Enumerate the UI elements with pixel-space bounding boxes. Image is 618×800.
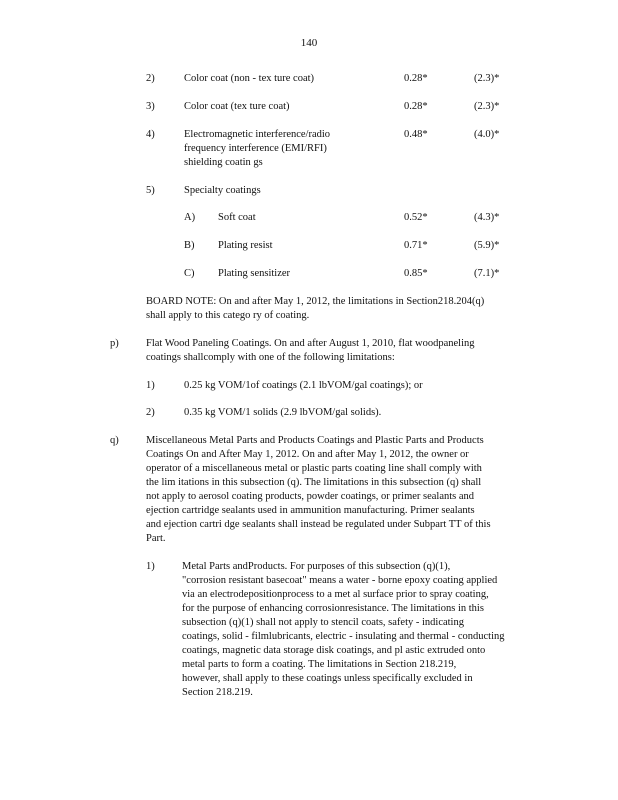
limit-number: 1) [146,380,155,391]
row-number: 5) [146,185,155,196]
board-note-line: BOARD NOTE: On and after May 1, 2012, the limitations in Section218.204(q) [146,296,485,307]
section-text-line: operator of a miscellaneous metal or plastic parts coating line shall comply with [146,463,482,474]
section-text-line: Coatings On and After May 1, 2012. On and after May 1, 2012, the owner or [146,449,469,460]
row-value-g-per-l: 0.48* [404,129,428,140]
row-description-line: Electromagnetic interference/radio [184,129,331,140]
subsection-text-line: however, shall apply to these coatings unless specifically excluded in [182,673,473,684]
specialty-value-g-per-l: 0.52* [404,212,428,223]
section-text-line: not apply to aerosol coating products, powder coatings, or primer sealants and [146,491,475,502]
row-value-g-per-l: 0.28* [404,101,428,112]
specialty-value-g-per-l: 0.85* [404,268,428,279]
subsection-text-line: Metal Parts andProducts. For purposes of this subsection (q)(1), [182,561,451,572]
row-number: 3) [146,101,155,112]
specialty-value-lb-per-gal: (7.1)* [474,268,500,279]
section-label: q) [110,435,119,446]
specialty-value-lb-per-gal: (4.3)* [474,212,500,223]
section-text-line: ejection cartridge sealants used in ammunition manufacturing. Primer sealants [146,505,475,516]
row-value-lb-per-gal: (4.0)* [474,129,500,140]
subsection-text-line: coatings, solid - filmlubricants, electric - insulating and thermal - conducting [182,631,505,642]
limit-text: 0.35 kg VOM/1 solids (2.9 lbVOM/gal solids). [184,407,382,418]
section-label: p) [110,338,119,349]
row-value-g-per-l: 0.28* [404,73,428,84]
row-description: Specialty coatings [184,185,261,196]
subsection-text-line: metal parts to form a coating. The limitations in Section 218.219, [182,659,457,670]
row-number: 4) [146,129,155,140]
row-description-line: frequency interference (EMI/RFI) [184,143,327,154]
section-text-line: Flat Wood Paneling Coatings. On and after August 1, 2010, flat woodpaneling [146,338,475,349]
subsection-text-line: subsection (q)(1) shall not apply to stencil coats, safety - indicating [182,617,464,628]
board-note-line: shall apply to this catego ry of coating. [146,310,310,321]
subsection-text-line: "corrosion resistant basecoat" means a water - borne epoxy coating applied [182,575,498,586]
section-text-line: coatings shallcomply with one of the following limitations: [146,352,395,363]
specialty-description: Plating resist [218,240,273,251]
specialty-value-g-per-l: 0.71* [404,240,428,251]
subsection-text-line: via an electrodepositionprocess to a met al surface prior to spray coating, [182,589,489,600]
page-number: 140 [300,37,318,49]
section-text-line: Miscellaneous Metal Parts and Products Coatings and Plastic Parts and Products [146,435,484,446]
section-text-line: Part. [146,533,166,544]
row-value-lb-per-gal: (2.3)* [474,73,500,84]
subsection-number: 1) [146,561,155,572]
subsection-text-line: for the purpose of enhancing corrosionresistance. The limitations in this [182,603,484,614]
row-number: 2) [146,73,155,84]
subsection-text-line: Section 218.219. [182,687,253,698]
row-description-line: shielding coatin gs [184,157,263,168]
specialty-description: Soft coat [218,212,256,223]
section-text-line: and ejection cartri dge sealants shall instead be regulated under Subpart TT of this [146,519,491,530]
specialty-letter: B) [184,240,195,251]
specialty-letter: C) [184,268,195,279]
specialty-description: Plating sensitizer [218,268,291,279]
row-value-lb-per-gal: (2.3)* [474,101,500,112]
row-description: Color coat (non - tex ture coat) [184,73,315,84]
subsection-text-line: coatings, magnetic data storage disk coatings, and pl astic extruded onto [182,645,486,656]
section-text-line: the lim itations in this subsection (q). The limitations in this subsection (q) shall [146,477,482,488]
limit-text: 0.25 kg VOM/1of coatings (2.1 lbVOM/gal coatings); or [184,380,423,391]
row-description: Color coat (tex ture coat) [184,101,290,112]
limit-number: 2) [146,407,155,418]
specialty-letter: A) [184,212,196,223]
specialty-value-lb-per-gal: (5.9)* [474,240,500,251]
